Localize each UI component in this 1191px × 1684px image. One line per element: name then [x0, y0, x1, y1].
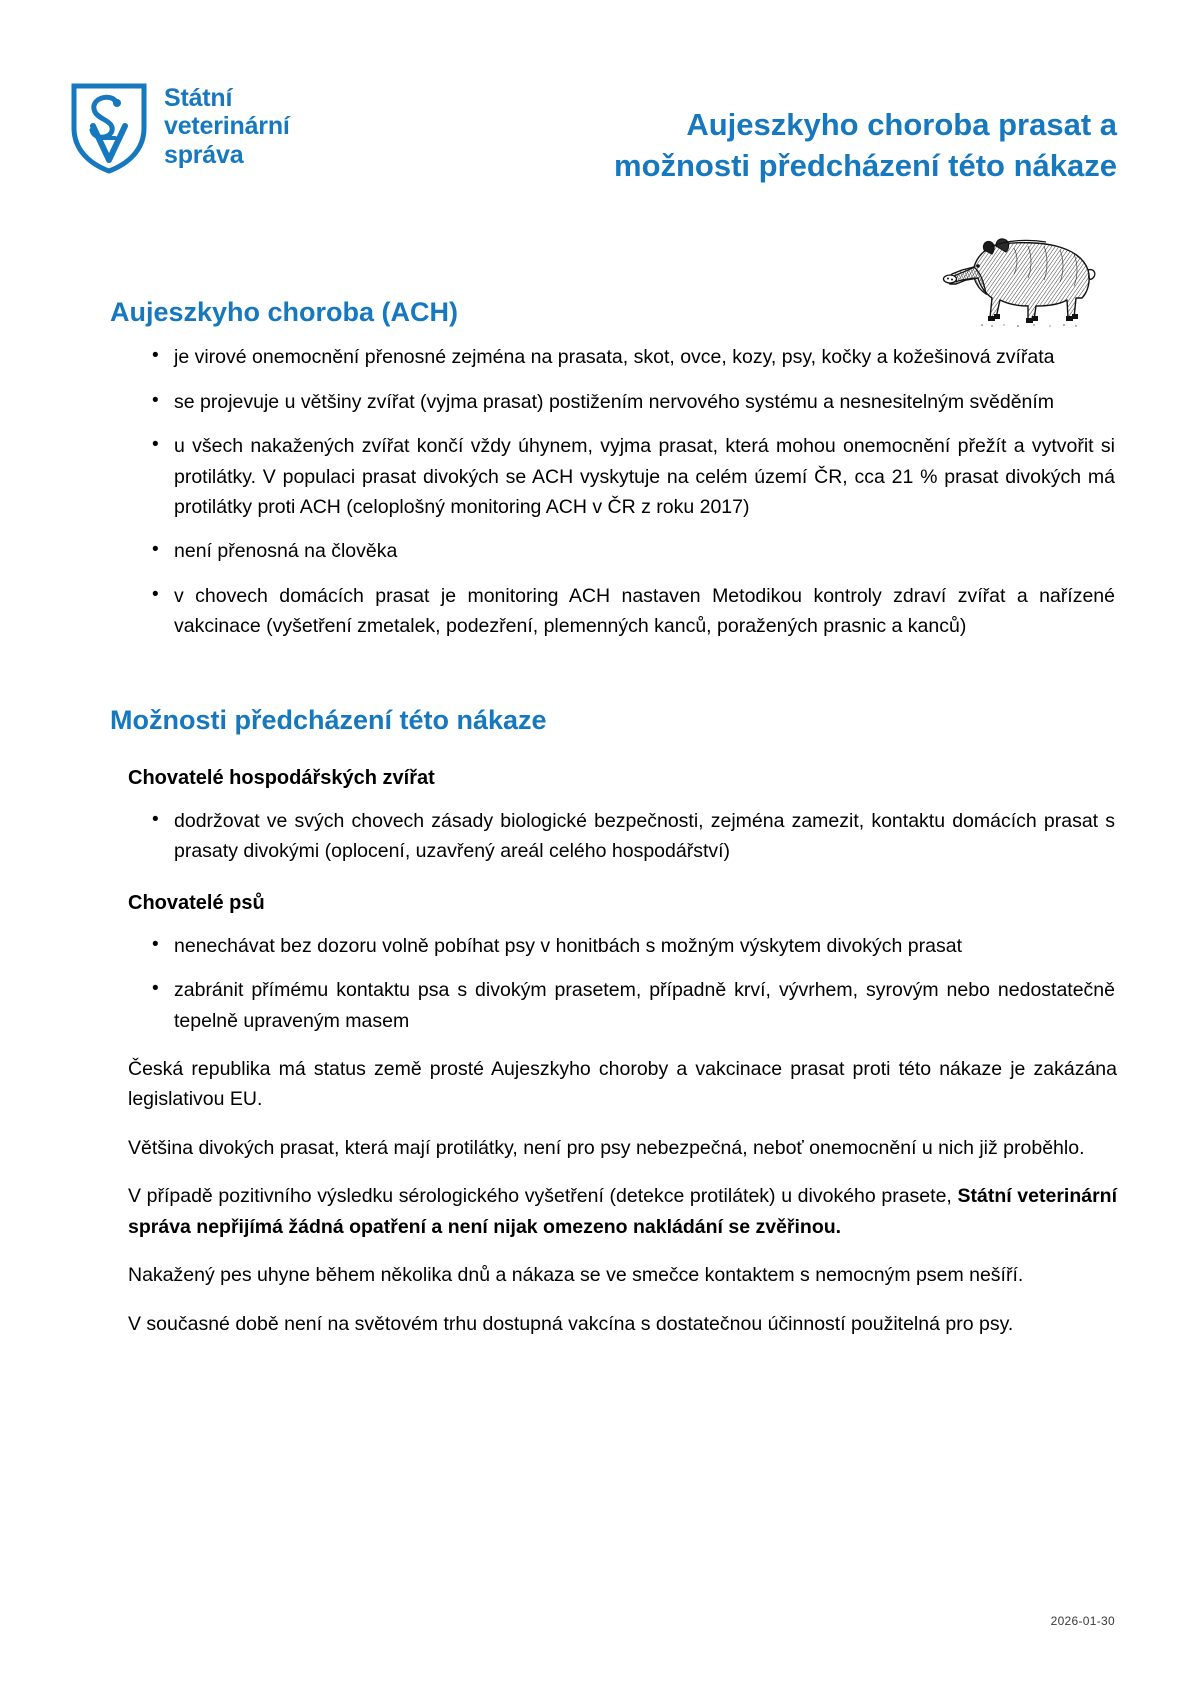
list-item: • nenechávat bez dozoru volně pobíhat psy v honitbách s možným výskytem divokých prasat — [110, 931, 1117, 961]
list-item: • je virové onemocnění přenosné zejména na prasata, skot, ovce, kozy, psy, kočky a kožešinová zvířata — [110, 342, 1117, 372]
sub-heading-dog-owners: Chovatelé psů — [128, 891, 265, 914]
svs-shield-serpent-logo-icon — [70, 82, 148, 174]
list-item: • zabránit přímému kontaktu psa s divokým prasetem, případně krví, vývrhem, syrovým nebo nedostatečně tepelně upraveným masem — [110, 975, 1117, 1036]
paragraph-status: Česká republika má status země prosté Aujeszkyho choroby a vakcinace prasat proti této nákaze je zakázána legislativou EU. — [128, 1058, 1117, 1111]
sub-heading-livestock-breeders: Chovatelé hospodářských zvířat — [128, 767, 435, 790]
document-header — [0, 0, 1191, 200]
bullet-list-livestock — [110, 806, 1117, 867]
list-item: • v chovech domácích prasat je monitoring ACH nastaven Metodikou kontroly zdraví zvířat a nařízené vakcinace (vyšetření zmetalek, podezření, plemenných kanců, poražených prasnic a kanců) — [110, 581, 1117, 642]
document-title-line-2: možnosti předcházení této nákaze — [614, 147, 1117, 183]
section-heading-prevention: Možnosti předcházení této nákaze — [110, 704, 547, 735]
section-heading-ach: Aujeszkyho choroba (ACH) — [110, 297, 459, 327]
list-item: • se projevuje u většiny zvířat (vyjma prasat) postižením nervového systému a nesnesitelným svěděním — [110, 387, 1117, 417]
logo-line-1: Státní — [164, 84, 233, 112]
paragraph-vaccine: V současné době není na světovém trhu dostupná vakcína s dostatečnou účinností použitelná pro psy. — [128, 1312, 1014, 1335]
logo-line-3: správa — [164, 140, 244, 169]
paragraph-positive-result-bold: Státní veterinární správa nepřijímá žádná opatření a není nijak omezeno nakládání se zvěřinou. — [128, 1185, 1118, 1238]
list-item: • není přenosná na člověka — [110, 536, 1117, 566]
document-content — [0, 296, 1191, 1339]
logo-line-2: veterinární — [164, 112, 290, 141]
paragraph-dog-death: Nakažený pes uhyne během několika dnů a nákaza se ve smečce kontaktem s nemocným psem nešíří. — [128, 1264, 1024, 1287]
list-item: • dodržovat ve svých chovech zásady biologické bezpečnosti, zejména zamezit, kontaktu domácích prasat s prasaty divokými (oplocení, uzavřený areál celého hospodářství) — [110, 806, 1117, 867]
paragraph-antibodies: Většina divokých prasat, která mají protilátky, není pro psy nebezpečná, neboť onemocnění u nich již proběhlo. — [128, 1136, 1085, 1159]
organization-logo — [70, 82, 290, 174]
bullet-list-dog-owners — [110, 931, 1117, 1036]
list-item: • u všech nakažených zvířat končí vždy úhynem, vyjma prasat, která mohou onemocnění přežít a vytvořit si protilátky. V populaci prasat divokých se ACH vyskytuje na celém území ČR, cca 21 % prasat divokých má protilátky proti ACH (celoplošný monitoring ACH v ČR z roku 2017) — [110, 431, 1117, 522]
bullet-list-ach — [110, 342, 1117, 641]
document-title-line-1: Aujeszkyho choroba prasat a — [686, 107, 1117, 142]
paragraph-positive-result-lead: V případě pozitivního výsledku sérologického vyšetření (detekce protilátek) u divokého prasete, — [128, 1185, 958, 1208]
document-title — [437, 105, 1117, 187]
paragraph-positive-result — [128, 1181, 1117, 1242]
footer-date: 2026-01-30 — [1050, 1614, 1115, 1628]
organization-name — [164, 82, 290, 169]
